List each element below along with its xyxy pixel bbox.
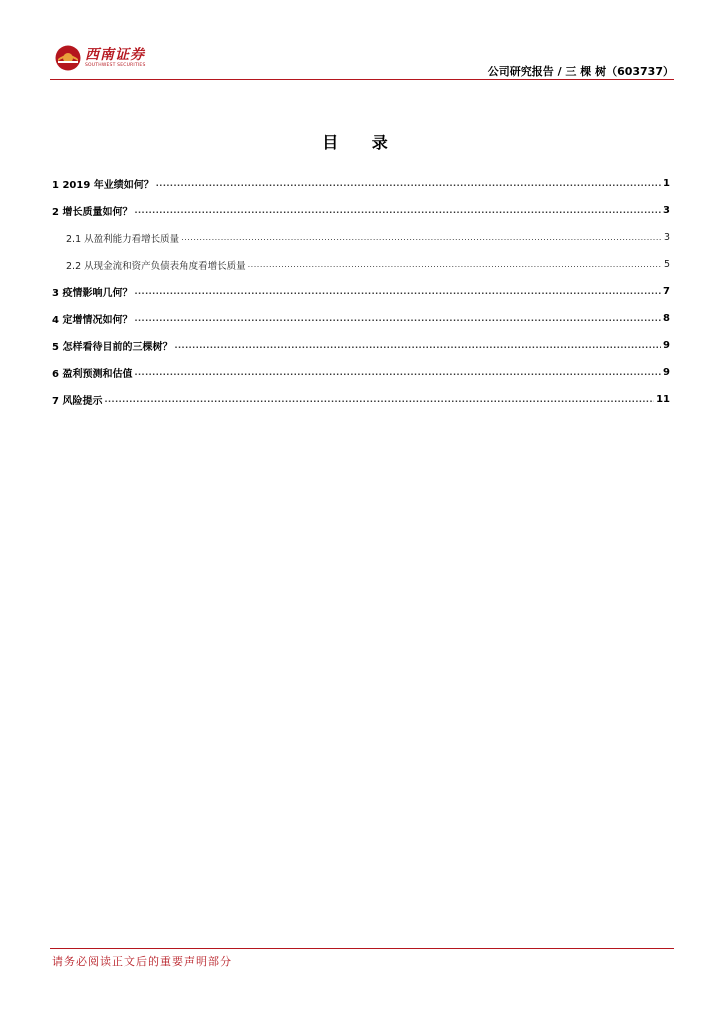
logo-english-name: SOUTHWEST SECURITIES: [85, 62, 146, 68]
footer-disclaimer: 请务必阅读正文后的重要声明部分: [52, 955, 232, 968]
toc-entry-label: 4 定增情况如何？: [52, 315, 133, 326]
logo-icon: [55, 45, 81, 71]
toc-entry-page: 5: [663, 259, 670, 270]
toc-leader-dots: [134, 314, 661, 323]
toc-entry-label: 7 风险提示: [52, 396, 103, 407]
toc-entry-page: 7: [663, 286, 670, 297]
toc-entry[interactable]: [52, 359, 670, 386]
toc-entry-page: 11: [656, 394, 670, 405]
toc-leader-dots: [174, 341, 661, 350]
toc-entry-label: 2.1 从盈利能力看增长质量: [66, 233, 180, 245]
toc-entry-page: 3: [663, 205, 670, 216]
toc-entry-label: 3 疫情影响几何？: [52, 288, 133, 299]
toc-entry-page: 9: [663, 340, 670, 351]
footer-divider: [50, 948, 674, 949]
header-divider: [50, 79, 674, 80]
toc-entry-page: 3: [663, 232, 670, 243]
toc-entry-label: 2.2 从现金流和资产负债表角度看增长质量: [66, 260, 246, 272]
logo-chinese-name: 西南证券: [85, 46, 145, 63]
toc-leader-dots: [248, 260, 662, 269]
toc-entry[interactable]: [52, 170, 670, 197]
table-of-contents: [52, 170, 670, 413]
report-info: 公司研究报告 / 三 棵 树（603737）: [487, 65, 674, 78]
toc-leader-dots: [134, 368, 661, 377]
toc-entry[interactable]: [52, 197, 670, 224]
toc-leader-dots: [156, 179, 661, 188]
toc-entry[interactable]: [52, 386, 670, 413]
toc-entry[interactable]: [52, 332, 670, 359]
toc-leader-dots: [134, 287, 661, 296]
toc-entry-page: 9: [663, 367, 670, 378]
toc-entry-page: 1: [663, 178, 670, 189]
toc-entry-page: 8: [663, 313, 670, 324]
toc-subentry[interactable]: [52, 224, 670, 251]
toc-entry-label: 6 盈利预测和估值: [52, 369, 133, 380]
toc-entry[interactable]: [52, 278, 670, 305]
toc-entry-label: 1 2019 年业绩如何？: [52, 180, 154, 191]
company-logo: [55, 44, 146, 72]
toc-title: 目 录: [322, 133, 402, 152]
toc-subentry[interactable]: [52, 251, 670, 278]
toc-entry-label: 2 增长质量如何？: [52, 207, 133, 218]
toc-entry-label: 5 怎样看待目前的三棵树？: [52, 342, 173, 353]
toc-leader-dots: [181, 233, 662, 242]
toc-leader-dots: [134, 206, 661, 215]
toc-entry[interactable]: [52, 305, 670, 332]
toc-leader-dots: [104, 395, 654, 404]
